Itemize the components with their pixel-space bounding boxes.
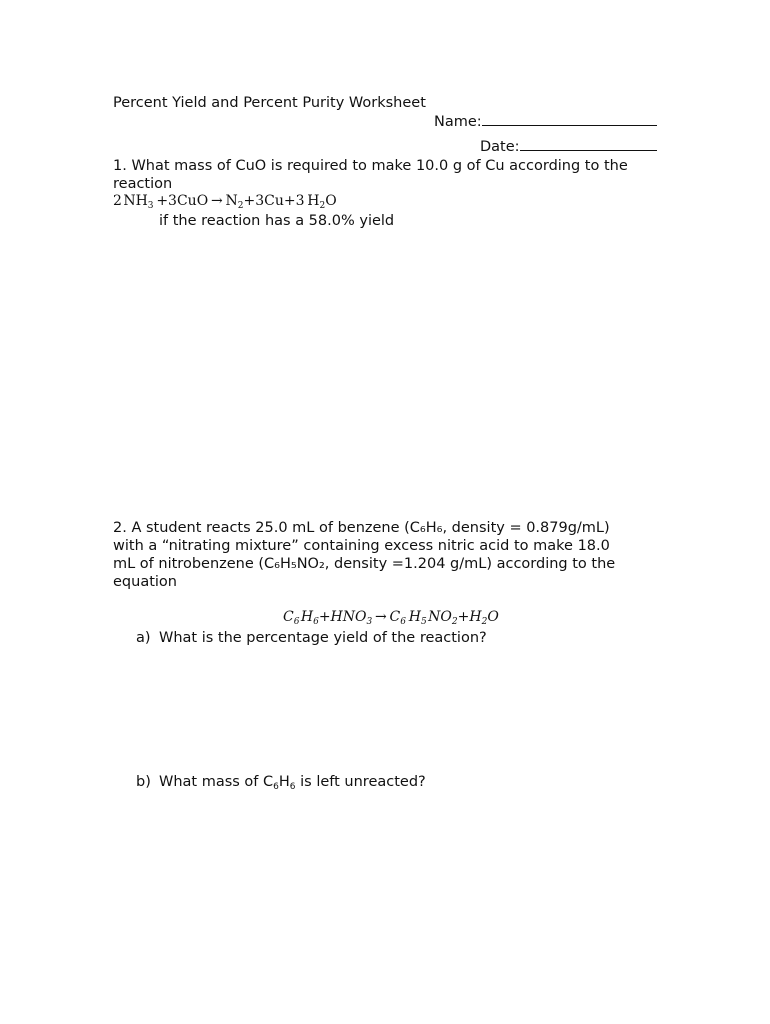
eq2-sub: 2 bbox=[481, 617, 488, 627]
q2-part-b-label: b) bbox=[136, 774, 151, 790]
date-label: Date: bbox=[480, 139, 520, 155]
eq2-o: O bbox=[487, 609, 499, 625]
eq1-arrow: → bbox=[210, 193, 223, 209]
q2-part-a-label: a) bbox=[136, 630, 151, 646]
eq2-c: C bbox=[283, 609, 294, 625]
part-b-pre: What mass of C bbox=[159, 774, 274, 790]
eq2-c: C bbox=[389, 609, 401, 625]
part-b-h: H bbox=[278, 774, 290, 790]
name-label: Name: bbox=[434, 114, 482, 130]
eq2-sub: 2 bbox=[451, 617, 458, 627]
q2-text-line2: with a “nitrating mixture” containing excess nitric acid to make 18.0 bbox=[113, 538, 610, 554]
worksheet-title: Percent Yield and Percent Purity Worksheet bbox=[113, 95, 426, 111]
eq1-rest: +3Cu+3 bbox=[243, 193, 305, 209]
eq2-sub: 6 bbox=[293, 617, 300, 627]
eq1-o: O bbox=[325, 193, 337, 209]
eq2-h: H bbox=[408, 609, 422, 625]
eq1-coef: 2 bbox=[113, 193, 122, 209]
q2-part-b-text bbox=[159, 773, 426, 791]
eq2-h2: +H bbox=[457, 609, 482, 625]
eq1-sub: 2 bbox=[319, 201, 326, 211]
eq1-sub: 3 bbox=[147, 201, 154, 211]
q2-equation bbox=[283, 609, 499, 625]
name-field bbox=[434, 113, 657, 131]
name-blank-line bbox=[482, 113, 657, 126]
eq2-no: NO bbox=[428, 609, 452, 625]
date-blank-line bbox=[520, 138, 657, 151]
eq1-cuo: +3CuO bbox=[156, 193, 209, 209]
eq2-sub: 6 bbox=[313, 617, 319, 627]
eq2-h: H bbox=[300, 609, 314, 625]
eq2-sub: 5 bbox=[421, 617, 427, 627]
q2-part-a-text: What is the percentage yield of the reaction? bbox=[159, 630, 487, 646]
eq2-hno: +HNO bbox=[318, 609, 367, 625]
eq2-sub: 3 bbox=[366, 617, 373, 627]
part-b-sub: 6 bbox=[273, 782, 279, 792]
q2-text-line4: equation bbox=[113, 574, 177, 590]
part-b-sub: 6 bbox=[289, 782, 296, 792]
part-b-post: is left unreacted? bbox=[295, 774, 426, 790]
q1-yield-text: if the reaction has a 58.0% yield bbox=[159, 213, 395, 229]
eq2-arrow: → bbox=[375, 609, 387, 625]
eq1-h: H bbox=[307, 193, 320, 209]
q1-text-line1: 1. What mass of CuO is required to make 10.0 g of Cu according to the bbox=[113, 158, 628, 174]
eq2-sub: 6 bbox=[400, 617, 406, 627]
q2-text-line3: mL of nitrobenzene (C₆H₅NO₂, density =1.204 g/mL) according to the bbox=[113, 556, 616, 572]
eq1-nh: NH bbox=[123, 193, 148, 209]
q2-text-line1: 2. A student reacts 25.0 mL of benzene (C₆H₆, density = 0.879g/mL) bbox=[113, 520, 610, 536]
q1-equation bbox=[113, 193, 337, 209]
q1-text-line2: reaction bbox=[113, 176, 173, 192]
date-field bbox=[480, 138, 657, 156]
eq1-sub: 2 bbox=[237, 201, 244, 211]
eq1-n: N bbox=[225, 193, 238, 209]
